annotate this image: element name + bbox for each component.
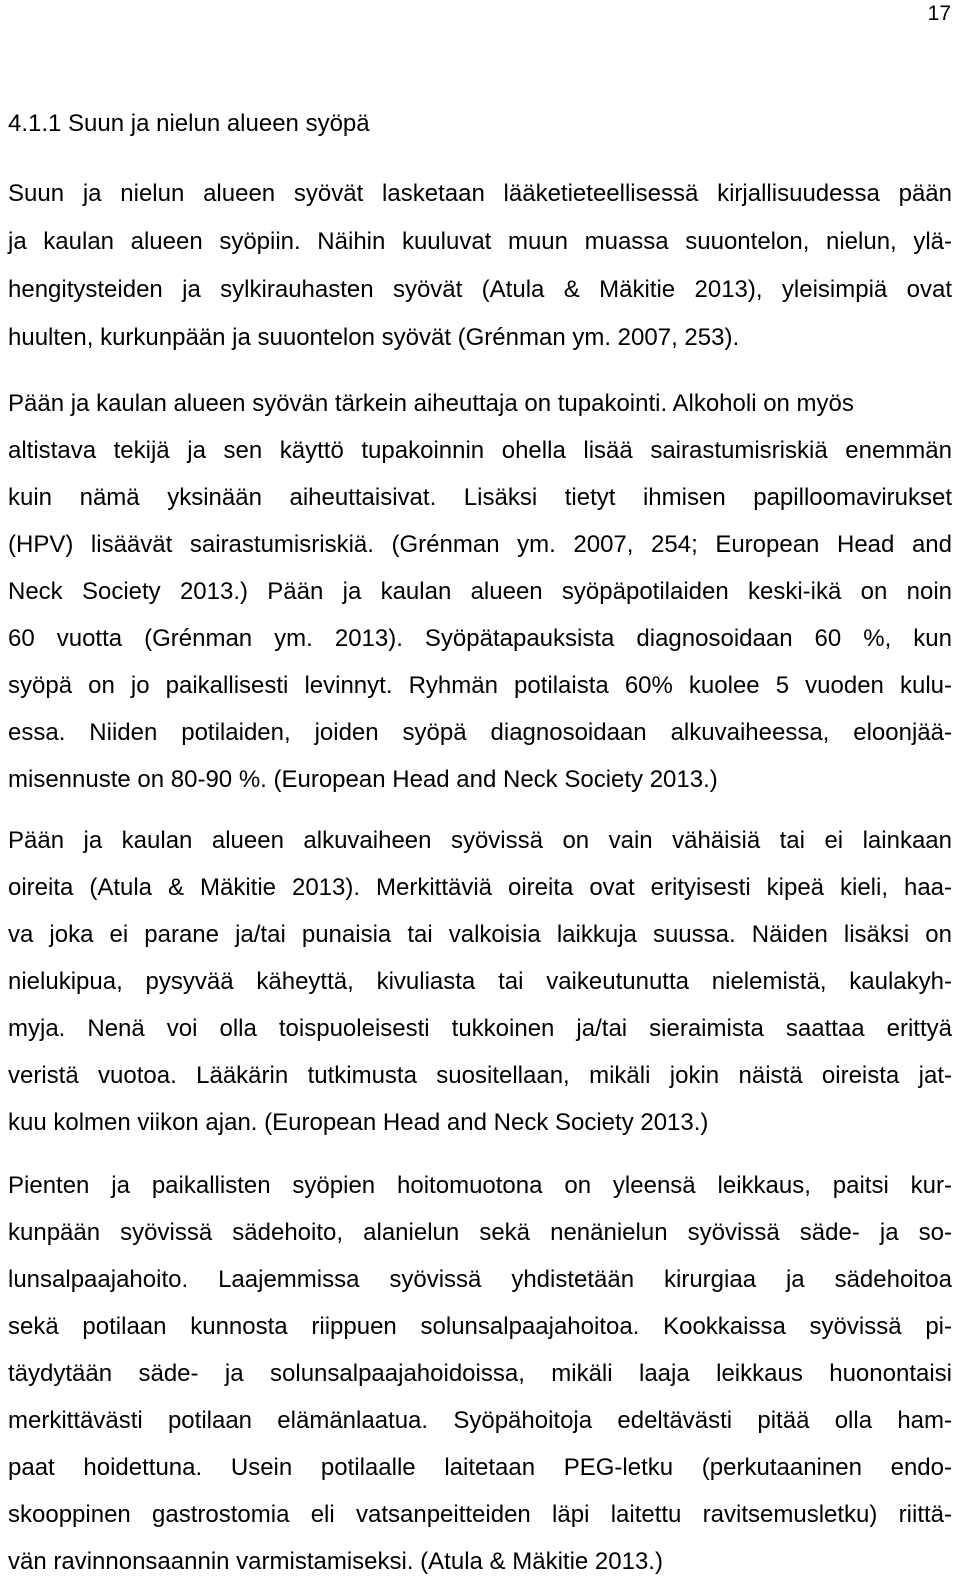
text-line: altistava tekijä ja sen käyttö tupakoinnin ohella lisää sairastumisriskiä enemmän	[8, 437, 952, 464]
text-line: myja. Nenä voi olla toispuoleisesti tukkoinen ja/tai sieraimista saattaa erittyä	[8, 1015, 952, 1042]
text-line: Neck Society 2013.) Pään ja kaulan alueen syöpäpotilaiden keski-ikä on noin	[8, 578, 952, 605]
text-line: Pään ja kaulan alueen syövän tärkein aiheuttaja on tupakointi. Alkoholi on myös	[8, 390, 854, 417]
paragraph-3	[8, 817, 952, 1146]
text-line: 60 vuotta (Grénman ym. 2013). Syöpätapauksista diagnosoidaan 60 %, kun	[8, 625, 952, 652]
text-line: kuu kolmen viikon ajan. (European Head and Neck Society 2013.)	[8, 1109, 709, 1136]
text-line: paat hoidettuna. Usein potilaalle laitetaan PEG-letku (perkutaaninen endo-	[8, 1454, 952, 1481]
page-number: 17	[927, 2, 951, 25]
text-line: hengitysteiden ja sylkirauhasten syövät (Atula & Mäkitie 2013), yleisimpiä ovat	[8, 276, 952, 303]
text-line: huulten, kurkunpään ja suuontelon syövät (Grénman ym. 2007, 253).	[8, 324, 740, 351]
paragraph-2	[8, 380, 952, 803]
text-line: oireita (Atula & Mäkitie 2013). Merkittäviä oireita ovat erityisesti kipeä kieli, haa-	[8, 874, 952, 901]
paragraph-4	[8, 1162, 952, 1585]
text-line: merkittävästi potilaan elämänlaatua. Syöpähoitoja edeltävästi pitää olla ham-	[8, 1407, 952, 1434]
text-line: Pään ja kaulan alueen alkuvaiheen syövissä on vain vähäisiä tai ei lainkaan	[8, 827, 952, 854]
text-line: veristä vuotoa. Lääkärin tutkimusta suositellaan, mikäli jokin näistä oireista jat-	[8, 1062, 952, 1089]
text-line: skooppinen gastrostomia eli vatsanpeitteiden läpi laitettu ravitsemusletku) riittä-	[8, 1501, 952, 1528]
section-heading: 4.1.1 Suun ja nielun alueen syöpä	[8, 110, 370, 137]
text-line: va joka ei parane ja/tai punaisia tai valkoisia laikkuja suussa. Näiden lisäksi on	[8, 921, 952, 948]
text-line: misennuste on 80-90 %. (European Head and Neck Society 2013.)	[8, 766, 718, 793]
text-line: vän ravinnonsaannin varmistamiseksi. (Atula & Mäkitie 2013.)	[8, 1548, 663, 1575]
paragraph-1	[8, 170, 952, 362]
text-line: ja kaulan alueen syöpiin. Näihin kuuluvat muun muassa suuontelon, nielun, ylä-	[8, 228, 952, 255]
text-line: nielukipua, pysyvää käheyttä, kivuliasta tai vaikeutunutta nielemistä, kaulakyh-	[8, 968, 952, 995]
text-line: (HPV) lisäävät sairastumisriskiä. (Grénman ym. 2007, 254; European Head and	[8, 531, 952, 558]
text-line: essa. Niiden potilaiden, joiden syöpä diagnosoidaan alkuvaiheessa, eloonjää-	[8, 719, 952, 746]
text-line: Pienten ja paikallisten syöpien hoitomuotona on yleensä leikkaus, paitsi kur-	[8, 1172, 952, 1199]
text-line: lunsalpaajahoito. Laajemmissa syövissä yhdistetään kirurgiaa ja sädehoitoa	[8, 1266, 952, 1293]
text-line: täydytään säde- ja solunsalpaajahoidoissa, mikäli laaja leikkaus huonontaisi	[8, 1360, 952, 1387]
text-line: kunpään syövissä sädehoito, alanielun sekä nenänielun syövissä säde- ja so-	[8, 1219, 952, 1246]
text-line: sekä potilaan kunnosta riippuen solunsalpaajahoitoa. Kookkaissa syövissä pi-	[8, 1313, 952, 1340]
text-line: syöpä on jo paikallisesti levinnyt. Ryhmän potilaista 60% kuolee 5 vuoden kulu-	[8, 672, 952, 699]
text-line: Suun ja nielun alueen syövät lasketaan lääketieteellisessä kirjallisuudessa pään	[8, 180, 952, 207]
text-line: kuin nämä yksinään aiheuttaisivat. Lisäksi tietyt ihmisen papilloomavirukset	[8, 484, 952, 511]
